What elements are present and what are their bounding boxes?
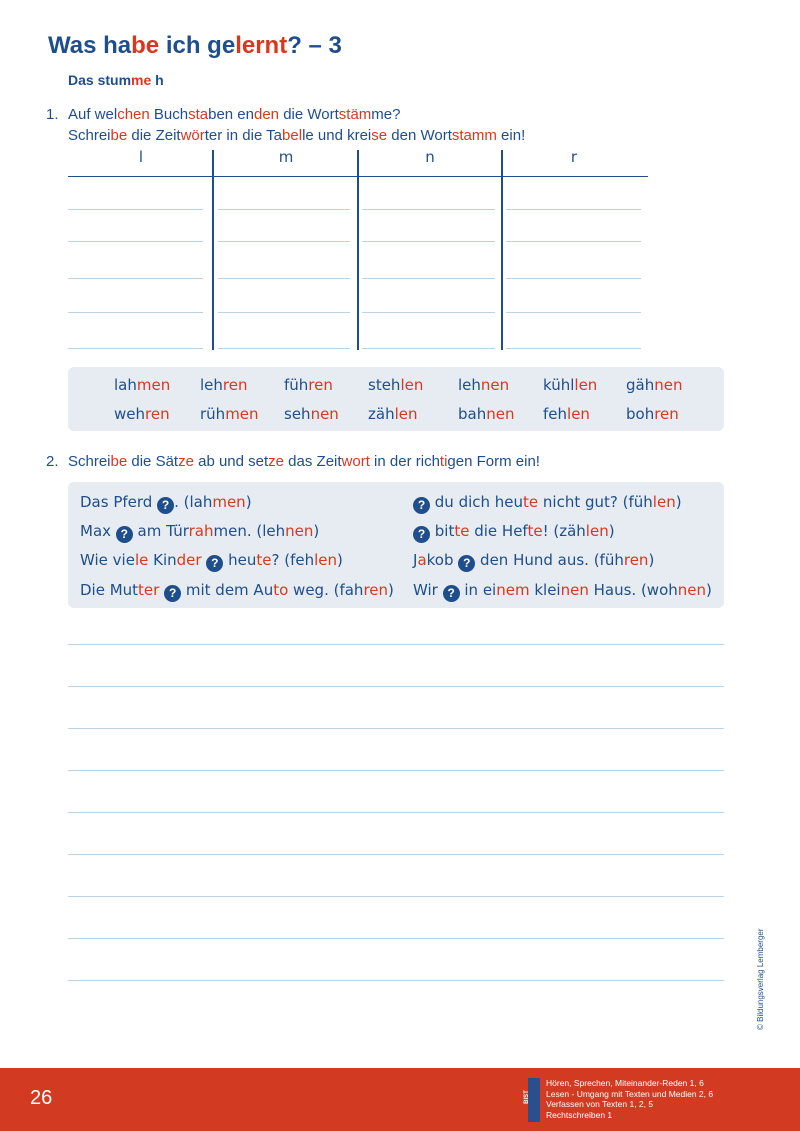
word-item: bahnen — [458, 405, 515, 423]
word-item: lehren — [200, 376, 248, 394]
word-item: lahmen — [114, 376, 171, 394]
sentence-right-1: ? du dich heute nicht gut? (fühlen) — [413, 493, 682, 514]
table-row-line — [362, 348, 495, 349]
sentence-left-4: Die Mutter ? mit dem Auto weg. (fahren) — [80, 581, 394, 600]
table-column-divider — [357, 150, 359, 350]
table-header-n: n — [425, 148, 435, 166]
table-row-line — [218, 278, 350, 279]
table-column-divider — [501, 150, 503, 350]
task-1-line-1: Auf welchen Buchstaben enden die Wortstämme? — [68, 106, 401, 123]
table-row-line — [362, 209, 495, 210]
word-item: wehren — [114, 405, 170, 423]
word-item: stehlen — [368, 376, 424, 394]
table-row-line — [68, 312, 203, 313]
question-icon: ? — [413, 526, 430, 543]
sentence-left-3: Wie viele Kinder ? heute? (fehlen) — [80, 551, 343, 570]
table-row-line — [362, 312, 495, 313]
table-header-m: m — [278, 148, 294, 166]
task-1-line-2: Schreibe die Zeitwörter in die Tabelle und kreise den Wortstamm ein! — [68, 127, 526, 144]
table-row-line — [506, 278, 641, 279]
table-row-line — [68, 209, 203, 210]
sentence-right-4: Wir ? in einem kleinen Haus. (wohnen) — [413, 581, 712, 600]
word-item: gähnen — [626, 376, 683, 394]
standard-item: Hören, Sprechen, Miteinander-Reden 1, 6 — [546, 1078, 704, 1088]
task-1-number: 1. — [46, 106, 59, 123]
writing-line — [68, 938, 724, 939]
table-row-line — [506, 348, 641, 349]
standards-list — [546, 1078, 713, 1120]
page-number: 26 — [30, 1087, 53, 1109]
question-icon: ? — [206, 555, 223, 572]
word-item: zählen — [368, 405, 418, 423]
table-row-line — [506, 241, 641, 242]
table-row-line — [362, 278, 495, 279]
word-item: führen — [284, 376, 333, 394]
table-row-line — [506, 209, 641, 210]
writing-line — [68, 644, 724, 645]
word-item: bohren — [626, 405, 679, 423]
writing-line — [68, 980, 724, 981]
task-2-line: Schreibe die Sätze ab und setze das Zeitwort in der richtigen Form ein! — [68, 453, 540, 470]
sentence-left-2: Max ? am Türrahmen. (lehnen) — [80, 522, 320, 541]
table-header-r: r — [570, 148, 578, 166]
writing-line — [68, 770, 724, 771]
word-item: rühmen — [200, 405, 259, 423]
sentence-right-3: Jakob ? den Hund aus. (führen) — [413, 551, 655, 570]
table-row-line — [68, 241, 203, 242]
question-icon: ? — [443, 585, 460, 602]
question-icon: ? — [413, 497, 430, 514]
writing-line — [68, 896, 724, 897]
table-column-divider — [212, 150, 214, 350]
writing-line — [68, 728, 724, 729]
table-row-line — [68, 348, 203, 349]
table-header-l: l — [138, 148, 144, 166]
task-1-instructions — [46, 104, 525, 146]
table-row-line — [218, 312, 350, 313]
sentence-right-2: ? bitte die Hefte! (zählen) — [413, 522, 615, 543]
question-icon: ? — [116, 526, 133, 543]
writing-line — [68, 686, 724, 687]
copyright-notice: © Bildungsverlag Lemberger — [756, 928, 765, 1030]
question-icon: ? — [157, 497, 174, 514]
standard-item: Lesen - Umgang mit Texten und Medien 2, 6 — [546, 1088, 714, 1099]
table-row-line — [68, 278, 203, 279]
word-item: sehnen — [284, 405, 339, 423]
page-title: Was habe ich gelernt? – 3 — [48, 32, 342, 59]
task-2-number: 2. — [46, 453, 59, 470]
table-row-line — [362, 241, 495, 242]
table-row-line — [218, 241, 350, 242]
question-icon: ? — [458, 555, 475, 572]
writing-line — [68, 812, 724, 813]
bist-badge: BIST — [528, 1078, 540, 1122]
sentence-left-1: Das Pferd ? . (lahmen) — [80, 493, 252, 512]
standard-item: Verfassen von Texten 1, 2, 5 — [546, 1099, 654, 1109]
table-row-line — [218, 348, 350, 349]
word-item: kühllen — [543, 376, 598, 394]
word-item: lehnen — [458, 376, 510, 394]
task-2-instructions — [46, 451, 540, 472]
table-row-line — [218, 209, 350, 210]
standard-item: Rechtschreiben 1 — [546, 1109, 613, 1120]
writing-line — [68, 854, 724, 855]
word-item: fehlen — [543, 405, 590, 423]
question-icon: ? — [164, 585, 181, 602]
table-row-line — [506, 312, 641, 313]
section-subtitle: Das stumme h — [68, 72, 164, 88]
